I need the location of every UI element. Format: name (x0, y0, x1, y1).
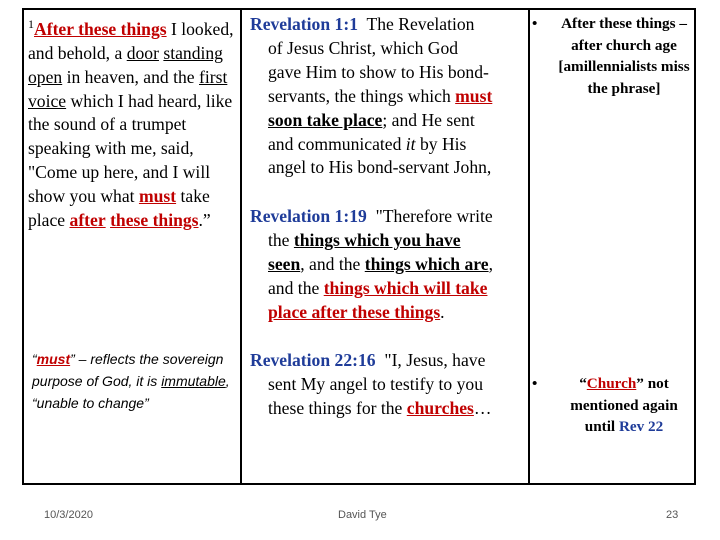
rev-22-16-verse (250, 349, 526, 421)
verse-line: , (488, 253, 493, 274)
quote-text: which I had heard, like the sound of a trumpet speaking with me, said, "Come up here, and I will show you what (28, 90, 233, 207)
note-text: , “unable to change” (32, 373, 230, 411)
quote-text: I looked, and behold, a (28, 18, 234, 63)
column-divider-2 (528, 8, 530, 485)
verse-line: and communicated (268, 133, 406, 154)
verse-seen: seen (268, 253, 301, 274)
quote-text: in heaven, and the (62, 66, 199, 87)
bullet-item (532, 373, 692, 438)
verse-line: it (405, 133, 416, 154)
verse-line: … (473, 397, 492, 418)
bullet-item (532, 13, 692, 99)
verse-line: these things for the (268, 397, 407, 418)
quote-standing-open: standing open (28, 42, 223, 87)
verse-reference: Revelation 22:16 (250, 350, 376, 370)
bullet-rest: ” not mentioned again until (570, 375, 678, 435)
rev-1-19-verse (250, 205, 526, 325)
footer-date: 10/3/2020 (44, 509, 93, 521)
bullet-list-1 (532, 13, 692, 99)
verse-line: angel to His bond-servant John, (268, 157, 492, 178)
quote-door: door (126, 42, 159, 63)
must-note (32, 348, 238, 414)
bullet-icon: • (532, 375, 538, 392)
verse-reference: Revelation 1:1 (250, 14, 358, 34)
verse-line: ; and He sent (382, 109, 475, 130)
quote-first-voice: first voice (28, 66, 228, 111)
quote-text: .” (198, 210, 211, 231)
rev-4-1-quote (28, 13, 240, 233)
quote-text: take place (28, 186, 210, 231)
note-text: ” – reflects the sovereign purpose of God, it is (32, 351, 224, 389)
verse-things-seen: things which you have (293, 229, 461, 250)
bullet-text (556, 373, 692, 438)
verse-reference: Revelation 1:19 (250, 206, 367, 226)
verse-must: must (455, 85, 493, 106)
note-must: must (36, 351, 71, 367)
note-text: “ (32, 351, 37, 367)
verse-things-will-take: things which will take (323, 277, 488, 298)
verse-line: and the (268, 277, 324, 298)
rev-1-1-verse (250, 13, 526, 180)
verse-churches: churches (406, 397, 474, 418)
verse-line: of Jesus Christ, which God (268, 37, 459, 58)
footer-page-number: 23 (666, 509, 679, 521)
verse-line: "Therefore write (375, 206, 493, 226)
bullet-icon: • (532, 15, 538, 32)
verse-line: servants, the things which (268, 85, 456, 106)
verse-line: sent My angel to testify to you (268, 373, 484, 394)
quote-after: after (69, 210, 106, 231)
verse-place-after: place after these things (268, 301, 441, 322)
verse-line: "I, Jesus, have (384, 350, 486, 370)
verse-line: The Revelation (366, 14, 475, 34)
after-these-things-phrase: After these things (34, 18, 167, 39)
verse-things-are: things which are (364, 253, 489, 274)
quote-these-things: these things (110, 210, 199, 231)
verse-line: the (268, 229, 294, 250)
verse-line: gave Him to show to His bond- (268, 61, 489, 82)
verse-line: by His (415, 133, 467, 154)
bullet-list-2 (532, 373, 692, 438)
bullet-ref: Rev 22 (618, 418, 664, 435)
bullet-quote: “ (579, 375, 587, 392)
column-divider-1 (240, 8, 242, 485)
verse-line: . (440, 301, 445, 322)
footer-author: David Tye (338, 509, 387, 521)
verse-number: 1 (28, 17, 34, 31)
bullet-text: After these things – after church age [amillennialists miss the phrase] (558, 15, 690, 97)
verse-line: , and the (300, 253, 365, 274)
verse-soon-take-place: soon take place (268, 109, 383, 130)
bullet-church: Church (586, 375, 637, 392)
note-immutable: immutable (161, 373, 226, 389)
quote-must: must (138, 186, 177, 207)
